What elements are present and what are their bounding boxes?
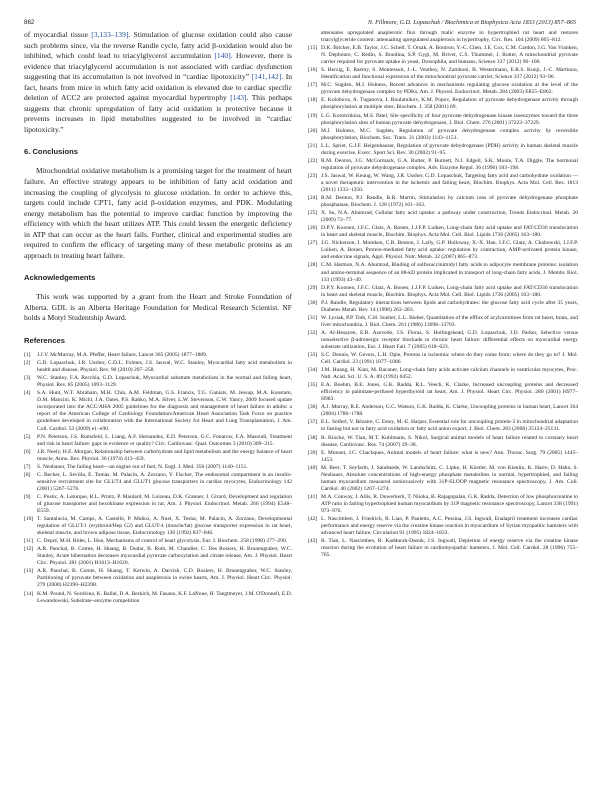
reference-number: [40] xyxy=(308,464,318,471)
references-heading: References xyxy=(24,336,65,346)
acknowledgements-paragraph: This work was supported by a grant from the Heart and Stroke Foundation of Alberta. GDL is an Alberta Heritage Foundation for Medical Research Scientist. NF holds a Motyl Studentship Award. xyxy=(24,292,292,323)
reference-text: T. Santalucía, M. Camps, A. Castelló, P. Muñoz, A. Nuel, X. Testar, M. Palacín, A. Zorzano, Developmental regulation of GLUT-1 (erythroid/Hep G2) and GLUT-4 (muscle/fat) glucose transporter expression in rat heart, skeletal muscle, and brown adipose tissue, Endocrinology 130 (1992) 837–846. xyxy=(37,516,292,537)
reference-number: [4] xyxy=(24,390,31,397)
reference-item xyxy=(24,516,292,537)
reference-number: [27] xyxy=(308,240,318,247)
reference-item xyxy=(308,67,578,81)
reference-item xyxy=(308,315,578,329)
reference-text: A.R. Panchal, B. Comte, H. Huang, T. Kerwin, A. Darvish, C.D. Rosiers, H. Brunengraber, W.C. Stanley, Partitioning of pyruvate between oxidation and anaplerosis in swine hearts, Am. J. Physiol. Heart Circ. Physiol. 279 (2000) H2390–H2398. xyxy=(37,568,292,589)
reference-list-right xyxy=(308,30,578,559)
reference-item xyxy=(24,434,292,448)
reference-item xyxy=(24,494,292,515)
reference-item xyxy=(308,225,578,239)
reference-text: D.P.Y. Koonen, J.F.C. Glatz, A. Bonen, J.J.F.P. Luiken, Long-chain fatty acid uptake and FAT/CD36 translocation in heart and skeletal muscle, Biochim. Biophys. Acta Mol. Cell. Biol. Lipids 1736 (2005) 163–180. xyxy=(321,225,578,239)
reference-item xyxy=(24,591,292,605)
reference-item xyxy=(308,352,578,366)
reference-text: A.R. Panchal, B. Comte, H. Huang, B. Dudar, B. Roth, M. Chandler, C. Des Rosiers, H. Brunengraber, W.C. Stanley, Acute hibernation decreases myocardial pyruvate carboxylation and citrate release, Am. J. Physiol. Heart Circ. Physiol. 281 (2001) H1613–H1620. xyxy=(37,546,292,567)
reference-text: S.C. Dennis, W. Gevers, L.H. Opie, Protons in ischemia: where do they come from; where do they go to? J. Mol. Cell. Cardiol. 23 (1991) 1077–1086. xyxy=(321,352,578,366)
reference-number: [35] xyxy=(308,382,318,389)
reference-item xyxy=(308,195,578,209)
reference-number: [1] xyxy=(24,352,31,359)
reference-item xyxy=(308,516,578,537)
reference-number: [15] xyxy=(308,45,318,52)
reference-item xyxy=(308,435,578,449)
reference-text: M. Beer, T. Seyfarth, J. Sandstede, W. Landschütz, C. Lipke, H. Köstler, M. von Kienlin, K. Harre, D. Hahn, S. Neubauer, Absolute concentrations of high-energy phosphate metabolites in normal, hypertrophied, and failing human myocardium measured noninvasively with 31P-SLOOP magnetic resonance spectroscopy, J. Am. Coll. Cardiol. 40 (2002) 1267–1274. xyxy=(321,464,578,492)
reference-item xyxy=(24,352,292,359)
reference-item xyxy=(24,538,292,545)
reference-item xyxy=(308,97,578,111)
reference-item xyxy=(24,546,292,567)
reference-number: [34] xyxy=(308,367,318,374)
reference-text: A. Al-Hesayen, E.R. Azevedo, J.S. Floras, S. Hollingshead, G.D. Lopaschuk, J.D. Parker, Selective versus nonselective β-adrenergic receptor blockade in chronic heart failure: differential effects on myocardial energy substrate utilization, Eur. J. Heart Fail. 7 (2005) 618–623. xyxy=(321,329,578,350)
reference-text: J.G. Nickerson, I. Momken, C.R. Benton, J. Lally, G.P. Holloway, X.-X. Han, J.F.C. Glatz, A. Chabowski, J.J.F.P. Luiken, A. Bonen, Protein-mediated fatty acid uptake: regulation by contraction, AMP-activated protein kinase, and endocrine signals, Appl. Physiol. Nutr. Metab. 32 (2007) 865–873. xyxy=(321,240,578,261)
reference-text: M.J. Holness, M.C. Sugden, Regulation of pyruvate dehydrogenase complex activity by reversible phosphorylation, Biochem. Soc. Trans. 31 (2003) 1143–1151. xyxy=(321,127,578,141)
reference-item xyxy=(24,375,292,389)
journal-citation: N. Fillmore, G.D. Lopaschuk / Biochimica et Biophysica Acta 1833 (2013) 857–865 xyxy=(367,19,576,26)
reference-number: [20] xyxy=(308,127,318,134)
reference-text: G.D. Lopaschuk, J.R. Ussher, C.D.L. Folmes, J.S. Jaswal, W.C. Stanley, Myocardial fatty acid metabolism in health and disease, Physiol. Rev. 90 (2010) 207–258. xyxy=(37,360,292,374)
reference-item xyxy=(308,419,578,433)
citation-link[interactable]: [140] xyxy=(214,51,231,61)
reference-number: [22] xyxy=(308,157,318,164)
paragraph-text: . However, there is evidence that triacylglycerol accumulation is not associated with cardiac dysfunction suggesting that its accumulation is not involved in “cardiac lipotoxicity” xyxy=(24,51,292,82)
reference-text: E.L. Seifert, V. Bézaire, C. Estey, M.-E. Harper, Essential role for uncoupling protein-3 in mitochondrial adaptation to fasting but not in fatty acid oxidation or fatty acid anion export, J. Biol. Chem. 283 (2008) 25124–25131. xyxy=(321,419,578,433)
reference-number: [25] xyxy=(308,210,318,217)
reference-item xyxy=(24,360,292,374)
reference-number: [14] xyxy=(24,590,34,597)
reference-text: P.N. Peterson, J.S. Rumsfeld, L. Liang, A.F. Hernandez, E.D. Peterson, G.C. Fonarow, F.A. Masoudi, Treatment and risk in heart failure: gaps in evidence or quality? Circ. Cardiovasc. Qual. Outcomes 3 (2010) 309–315. xyxy=(37,433,292,447)
reference-item xyxy=(24,472,292,493)
reference-number: [11] xyxy=(24,538,34,545)
reference-text: C. Depré, M.H. Rider, L. Hue, Mechanisms of control of heart glycolysis, Eur. J. Biochem. 258 (1998) 277–290. xyxy=(37,538,288,545)
reference-item xyxy=(24,568,292,589)
intro-paragraph xyxy=(24,30,292,135)
reference-number: [29] xyxy=(308,284,318,291)
conclusions-heading: 6. Conclusions xyxy=(24,147,79,157)
reference-number: [7] xyxy=(24,463,31,470)
reference-text: J.J.V. McMurray, M.A. Pfeffer, Heart failure, Lancet 365 (2005) 1877–1889. xyxy=(37,352,208,359)
reference-number: [8] xyxy=(24,471,31,478)
reference-item xyxy=(308,404,578,418)
reference-text: R.M. Denton, P.J. Randle, B.R. Martin, Stimulation by calcium ions of pyruvate dehydrogenase phosphate phosphatase, Biochem. J. 128 (1972) 161–163. xyxy=(321,195,578,209)
reference-text: P.J. Randle, Regulatory interactions between lipids and carbohydrates: the glucose fatty acid cycle after 35 years, Diabetes Metab. Rev. 14 (1998) 263–283. xyxy=(321,299,578,313)
reference-text: C.M. Harmon, N.A. Abumrad, Binding of sulfosuccinimidyl fatty acids to adipocyte membrane proteins: isolation and amino-terminal sequence of an 88-kD protein implicated in transport of long-chain fatty acids, J. Membr. Biol. 133 (1993) 43–49. xyxy=(321,262,578,283)
reference-item xyxy=(308,128,578,142)
reference-item xyxy=(308,240,578,261)
reference-text: S. Herzig, E. Raemy, S. Montessuit, J.-L. Veuthey, N. Zamboni, B. Westermann, E.R.S. Kunji, J.-C. Martinou, Identification and functional expression of the mitochondrial pyruvate carrier, Science 337 (2012) 93–96. xyxy=(321,67,578,81)
reference-number: [19] xyxy=(308,112,318,119)
reference-number: [21] xyxy=(308,142,318,149)
reference-item xyxy=(308,210,578,224)
reference-text: W. Lysiak, P.P. Toth, C.H. Suelter, L.L. Bieber, Quantitation of the efflux of acylcarnitines from rat heart, brain, and liver mitochondria, J. Biol. Chem. 261 (1986) 13698–13703. xyxy=(321,314,578,328)
paragraph-text: . In fact, hearts from mice in which fatty acid oxidation is elevated due to cardiac specific deletion of ACC2 are protected against myocardial hypertrophy xyxy=(24,72,292,103)
reference-number: [24] xyxy=(308,195,318,202)
reference-item xyxy=(24,464,292,471)
reference-text: X. Su, N.A. Abumrad, Cellular fatty acid uptake: a pathway under construction, Trends Endocrinol. Metab. 20 (2009) 72–77. xyxy=(321,210,578,224)
reference-text: E. Kolobova, A. Tuganova, I. Boulatnikov, K.M. Popov, Regulation of pyruvate dehydrogenase activity through phosphorylation at multiple sites, Biochem. J. 358 (2001) 69. xyxy=(321,97,578,111)
reference-number: [30] xyxy=(308,299,318,306)
reference-item xyxy=(308,173,578,194)
reference-item xyxy=(308,30,578,44)
reference-number: [16] xyxy=(308,67,318,74)
reference-text: R. Tian, L. Nascimben, R. Kaddurah-Daouk, J.S. Ingwall, Depletion of energy reserve via the creatine kinase reaction during the evolution of heart failure in cardiomyopathic hamsters, J. Mol. Cell. Cardiol. 28 (1996) 755–765. xyxy=(321,538,578,559)
reference-text: M.C. Sugden, M.J. Holness, Recent advances in mechanisms regulating glucose oxidation at the level of the pyruvate dehydrogenase complex by PDKs, Am. J. Physiol. Endocrinol. Metab. 284 (2003) E855–E862. xyxy=(321,82,578,96)
reference-item xyxy=(308,158,578,172)
reference-number: [36] xyxy=(308,404,318,411)
reference-item xyxy=(308,382,578,403)
reference-item xyxy=(308,494,578,515)
page-header xyxy=(24,14,576,26)
reference-number: [18] xyxy=(308,97,318,104)
reference-text: M.A. Conway, J. Allis, R. Ouwerkerk, T. Niioka, B. Rajagopalan, G.K. Radda, Detection of low phosphocreatine to ATP ratio in failing hypertrophied human myocardium by 31P magnetic resonance spectroscopy, Lancet 338 (1991) 973–976. xyxy=(321,493,578,514)
reference-text: K.M. Pound, N. Sorokina, K. Ballal, D.A. Berkich, M. Fasano, K.F. LaNoue, H. Taegtmeyer, J.M. O'Donnell, E.D. Lewandowski, Substrate–enzyme competition xyxy=(37,590,292,604)
reference-text: E.A. Boehm, B.E. Jones, G.K. Radda, R.L. Veech, K. Clarke, Increased uncoupling proteins and decreased efficiency in palmitate-perfused hyperthyroid rat heart, Am. J. Physiol. Heart Circ. Physiol. 280 (2001) H977–H983. xyxy=(321,382,578,403)
reference-item xyxy=(308,367,578,381)
reference-number: [12] xyxy=(24,546,34,553)
reference-number: [31] xyxy=(308,314,318,321)
reference-number: [13] xyxy=(24,568,34,575)
reference-number: [41] xyxy=(308,493,318,500)
conclusions-paragraph: Mitochondrial oxidative metabolism is a promising target for the treatment of heart failure. An effective strategy appears to be inhibition of fatty acid oxidation and increasing the coupling of glycolysis to glucose oxidation. In order to achieve this, targets could include CPT1, fatty acid β-oxidation enzymes, and PDK. Modulating energy metabolism has the potential to improve cardiac function by improving the efficiency with which the heart utilizes ATP. This could lessen the energetic deficiency in ATP that can occur as the heart fails. Further, clinical and experimental studies are required to confirm the efficacy of targeting many of these metabolic proteins as an approach to treating heart failure. xyxy=(24,166,292,260)
reference-item xyxy=(308,262,578,283)
citation-link[interactable]: [143] xyxy=(230,93,247,103)
reference-number: [38] xyxy=(308,434,318,441)
reference-text: E. Monnet, J.C. Chachques, Animal models of heart failure: what is new? Ann. Thorac. Surg. 79 (2005) 1445–1453. xyxy=(321,449,578,463)
paragraph-text: of myocardial tissue xyxy=(24,30,92,39)
reference-number: [2] xyxy=(24,360,31,367)
reference-text: R.M. Denton, J.G. McCormack, G.A. Rutter, P. Burnett, N.J. Edgell, S.K. Moule, T.A. Diggle, The hormonal regulation of pyruvate dehydrogenase complex, Adv. Enzyme Regul. 36 (1996) 183–198. xyxy=(321,157,578,171)
reference-number: [32] xyxy=(308,329,318,336)
reference-number: [17] xyxy=(308,82,318,89)
citation-link[interactable]: [3,133–139] xyxy=(91,30,129,39)
reference-item xyxy=(24,390,292,432)
reference-text: J.M. Huang, H. Xian, M. Bacaner, Long-chain fatty acids activate calcium channels in ventricular myocytes, Proc. Natl. Acad. Sci. U. S. A. 89 (1992) 6452. xyxy=(321,367,578,381)
reference-text: R. Klocke, W. Tian, M.T. Kuhlmann, S. Nikol, Surgical animal models of heart failure related to coronary heart disease, Cardiovasc. Res. 74 (2007) 29–38. xyxy=(321,434,578,448)
reference-text: J.R. Neely, H.E. Morgan, Relationship between carbohydrate and lipid metabolism and the energy balance of heart muscle, Annu. Rev. Physiol. 36 (1974) 413–459. xyxy=(37,448,292,462)
acknowledgements-heading: Acknowledgements xyxy=(24,273,96,283)
reference-item xyxy=(308,300,578,314)
reference-number: [26] xyxy=(308,225,318,232)
reference-item xyxy=(308,538,578,559)
reference-item xyxy=(308,82,578,96)
reference-text: D.K. Bricker, E.B. Taylor, J.C. Schell, T. Orsak, A. Boutron, Y.-C. Chen, J.E. Cox, C.M. Cardon, J.G. Van Vranken, N. Dephoure, C. Redin, S. Boudina, S.P. Gygi, M. Brivet, C.S. Thummel, J. Rutter, A mitochondrial pyruvate carrier required for pyruvate uptake in yeast, Drosophila, and humans, Science 337 (2012) 96–100. xyxy=(321,45,578,66)
reference-number: [23] xyxy=(308,172,318,179)
reference-text: A.J. Murray, R.E. Anderson, G.C. Watson, G.K. Radda, K. Clarke, Uncoupling proteins in human heart, Lancet 364 (2004) 1786–1788. xyxy=(321,404,578,418)
reference-item xyxy=(308,45,578,66)
reference-text: attenuates upregulated anaplerotic flux through malic enzyme in hypertrophied rat heart and restores triacylglyceride content: attenuating upregulated anaplerosis in hypertrophy, Circ. Res. 104 (2009) 805–812. xyxy=(321,30,578,44)
reference-text: J.S. Jaswal, W. Keung, W. Wang, J.R. Ussher, G.D. Lopaschuk, Targeting fatty acid and carbohydrate oxidation — a novel therapeutic intervention in the ischemic and failing heart, Biochim. Biophys. Acta Mol. Cell. Res. 1813 (2011) 1333–1350. xyxy=(321,172,578,193)
paragraph-text: . Stimulation of glucose oxidation could also cause such problems since, via the reverse Randle cycle, fatty acid β-oxidation would also be inhibited, which could lead to triacylglycerol accumulation xyxy=(24,30,292,61)
reference-number: [28] xyxy=(308,262,318,269)
reference-item xyxy=(24,449,292,463)
reference-text: L.L. Spriet, G.J.F. Heigenhauser, Regulation of pyruvate dehydrogenase (PDH) activity in human skeletal muscle during exercise, Exerc. Sport Sci. Rev. 30 (2002) 91–95. xyxy=(321,142,578,156)
reference-number: [6] xyxy=(24,448,31,455)
reference-number: [43] xyxy=(308,538,318,545)
paragraph-text: . This perhaps suggests that chronic upregulation of fatty acid oxidation is protective because it prevents increases in lipid metabolites suggested to be involved in “cardiac lipotoxicity.” xyxy=(24,93,292,134)
reference-item xyxy=(308,285,578,299)
reference-list-left xyxy=(24,352,292,605)
reference-text: L. Nascimben, J. Friedrich, R. Liao, P. Pauletto, A.C. Pessina, J.S. Ingwall, Enalapril treatment increases cardiac performance and energy reserve via the creatine kinase reaction in myocardium of Syrian myopathic hamsters with advanced heart failure, Circulation 91 (1995) 1824–1833. xyxy=(321,516,578,537)
reference-number: [33] xyxy=(308,352,318,359)
reference-item xyxy=(308,330,578,351)
page-number: 862 xyxy=(24,19,35,26)
left-column xyxy=(24,30,292,606)
reference-number: [10] xyxy=(24,516,34,523)
reference-text: S.A. Hunt, W.T. Abraham, M.H. Chin, A.M. Feldman, G.S. Francis, T.G. Ganiats, M. Jessup, M.A. Konstam, D.M. Mancini, K. Michl, J.A. Oates, P.S. Rahko, M.A. Silver, L.W. Stevenson, C.W. Yancy, 2009 focused update incorporated into the ACC/AHA 2005 guidelines for the diagnosis and management of heart failure in adults: a report of the American College of Cardiology Foundation/American Heart Association Task Force on practice guidelines developed in collaboration with the International Society for Heart and Lung Transplantation, J. Am. Coll. Cardiol. 53 (2009) e1–e90. xyxy=(37,390,292,432)
reference-number: [5] xyxy=(24,433,31,440)
reference-text: S. Neubauer, The failing heart—an engine out of fuel, N. Engl. J. Med. 356 (2007) 1140–1151. xyxy=(37,463,248,470)
reference-item xyxy=(308,113,578,127)
reference-text: W.C. Stanley, F.A. Recchia, G.D. Lopaschuk, Myocardial substrate metabolism in the normal and failing heart, Physiol. Rev. 85 (2005) 1093–1129. xyxy=(37,375,292,389)
reference-text: L.G. Korotchkina, M.S. Patel, Site specificity of four pyruvate dehydrogenase kinase isoenzymes toward the three phosphorylation sites of human pyruvate dehydrogenase, J. Biol. Chem. 276 (2001) 37223–37229. xyxy=(321,112,578,126)
reference-text: D.P.Y. Koonen, J.F.C. Glatz, A. Bonen, J.J.F.P. Luiken, Long-chain fatty acid uptake and FAT/CD36 translocation in heart and skeletal muscle, Biochim. Biophys. Acta Mol. Cell. Biol. Lipids 1736 (2005) 163–180. xyxy=(321,284,578,298)
reference-item xyxy=(308,465,578,493)
reference-number: [42] xyxy=(308,516,318,523)
reference-number: [37] xyxy=(308,419,318,426)
reference-number: [39] xyxy=(308,449,318,456)
reference-item xyxy=(308,143,578,157)
reference-item xyxy=(308,450,578,464)
right-column xyxy=(308,30,578,560)
reference-number: [3] xyxy=(24,375,31,382)
reference-text: C. Becker, L. Sevilla, E. Tomàs, M. Palacín, A. Zorzano, Y. Fischer, The endosomal compartment is an insulin-sensitive recruitment site for GLUT4 and GLUT1 glucose transporters in cardiac myocytes, Endocrinology 142 (2001) 5267–5276. xyxy=(37,471,292,492)
reference-text: C. Postic, A. Leturque, R.L. Printz, P. Maulard, M. Loizeau, D.K. Granner, J. Girard, Development and regulation of glucose transporter and hexokinase expression in rat, Am. J. Physiol. Endocrinol. Metab. 266 (1994) E548–E559. xyxy=(37,493,292,515)
reference-number: [9] xyxy=(24,493,31,500)
citation-link[interactable]: [141,142] xyxy=(251,72,282,82)
